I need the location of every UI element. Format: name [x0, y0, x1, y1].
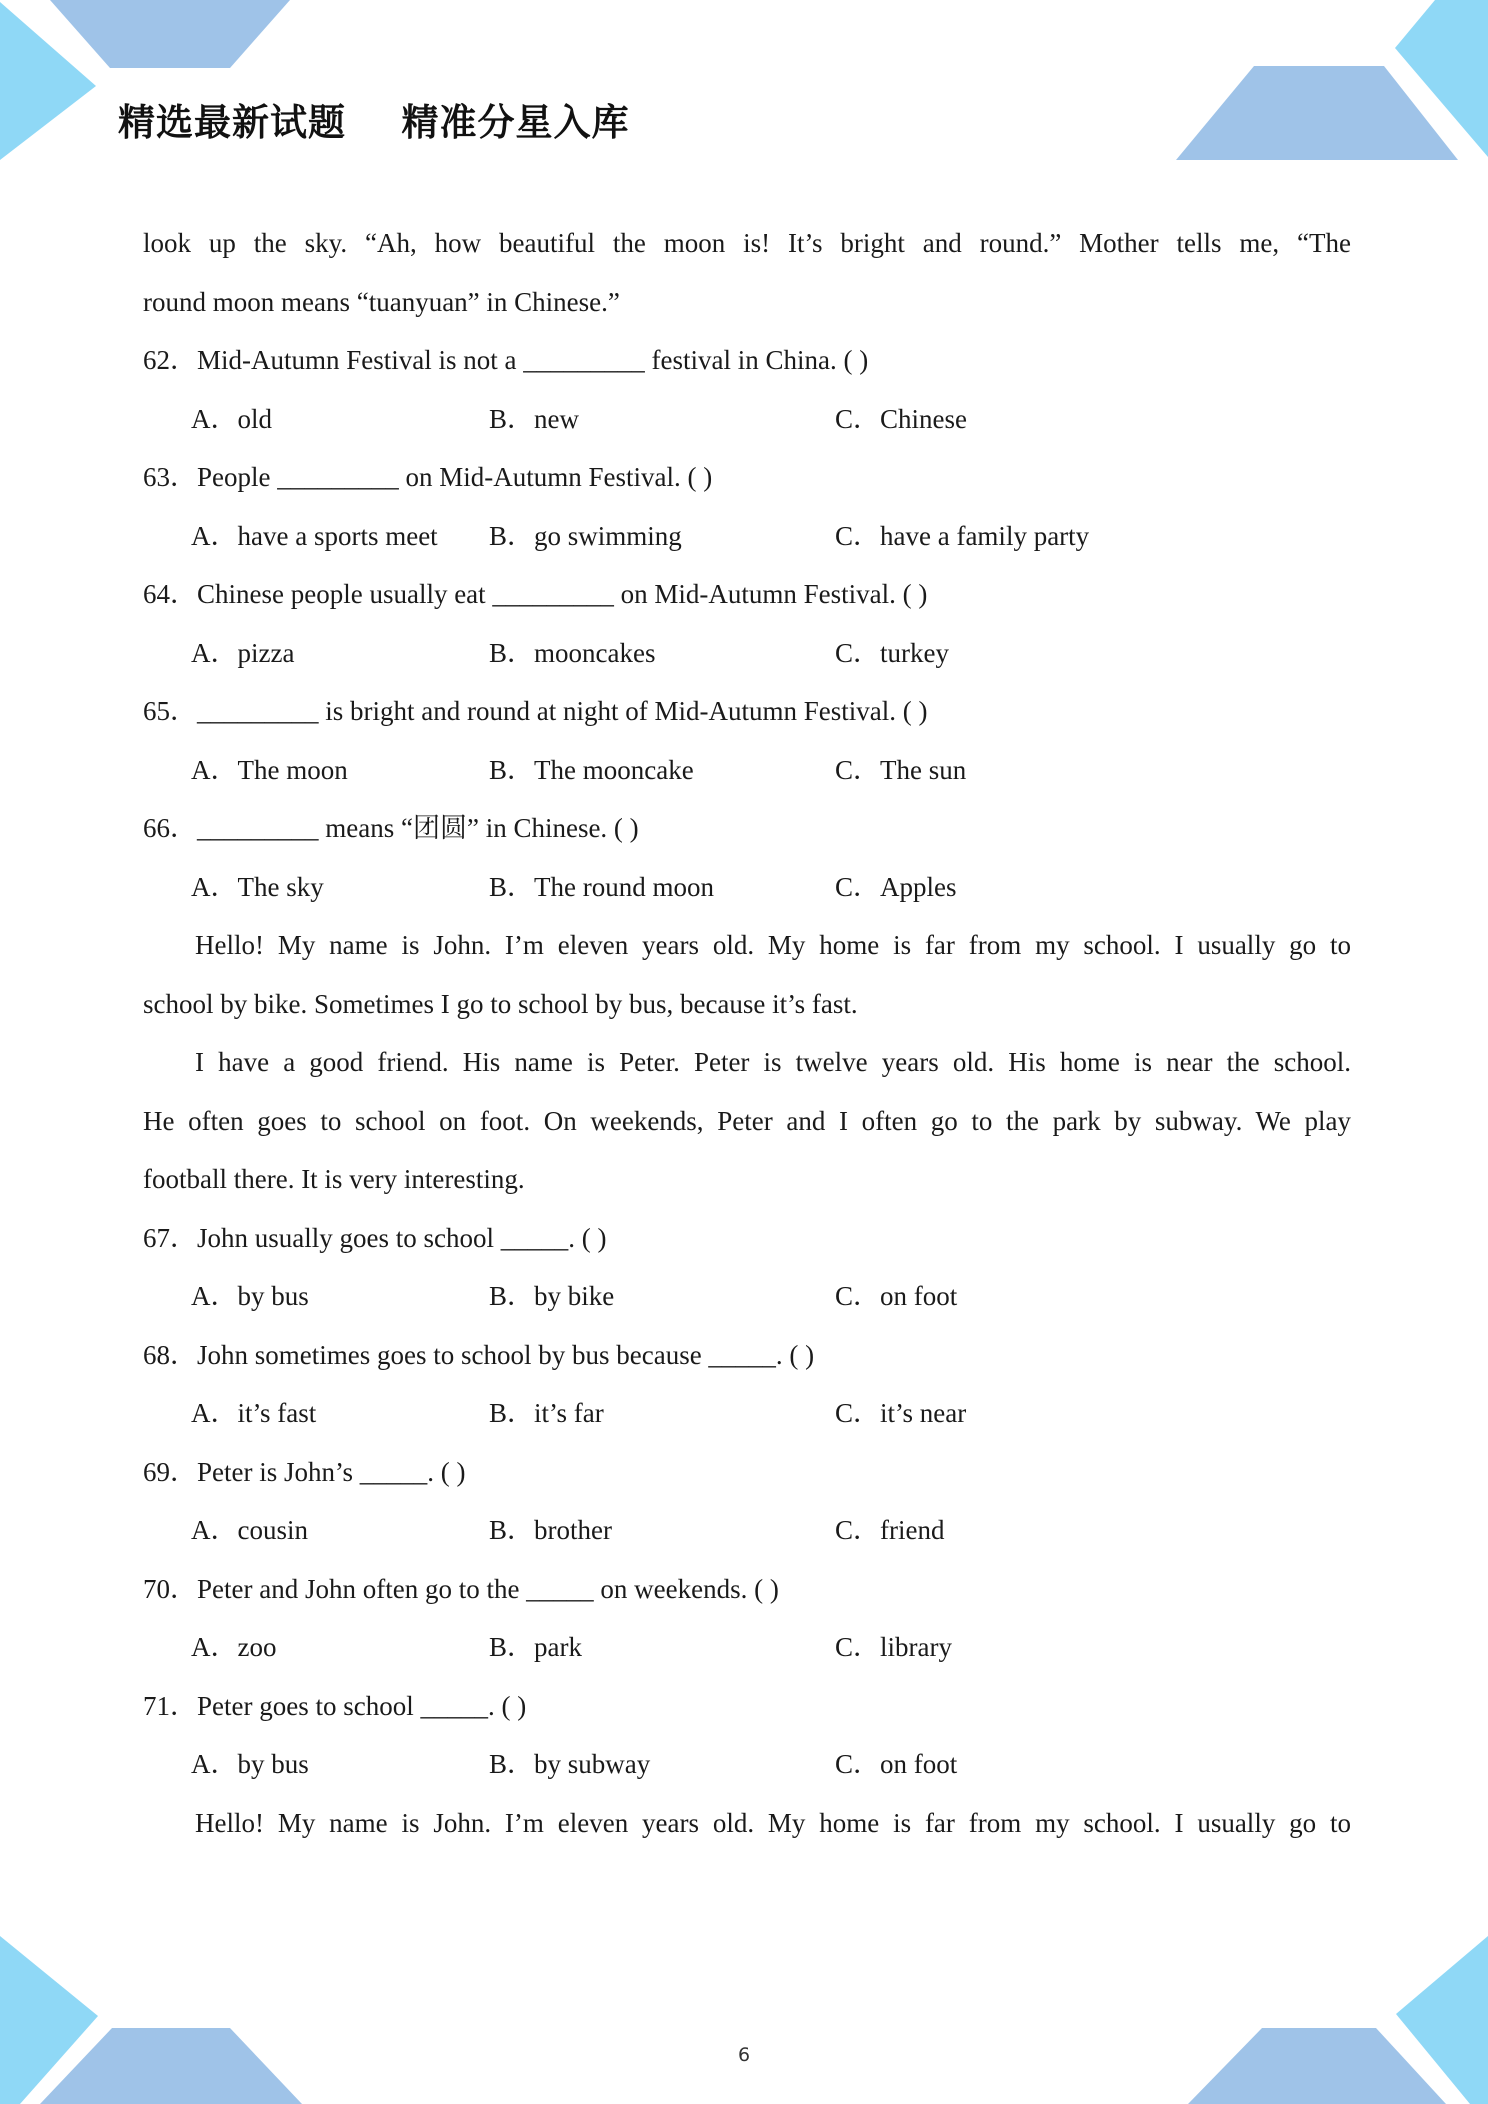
- option-c[interactable]: C．on foot: [835, 1281, 958, 1311]
- option-a[interactable]: A．it’s fast: [191, 1398, 317, 1428]
- option-a[interactable]: A．cousin: [191, 1515, 308, 1545]
- option-a[interactable]: A．pizza: [191, 637, 295, 668]
- option-a[interactable]: A．old: [191, 403, 272, 434]
- option-b[interactable]: B．new: [489, 403, 579, 434]
- answer-options: [143, 624, 1351, 683]
- question-stem: 66．_________ means “团圆” in Chinese. ( ): [143, 813, 639, 843]
- question-stem: 70．Peter and John often go to the _____ on weekends. ( ): [143, 1573, 779, 1604]
- option-b[interactable]: B．brother: [489, 1515, 612, 1545]
- answer-options: [143, 1501, 1351, 1560]
- option-b[interactable]: B．The round moon: [489, 871, 714, 902]
- answer-options: [143, 1267, 1351, 1326]
- option-c[interactable]: C．The sun: [835, 754, 967, 785]
- option-a[interactable]: A．by bus: [191, 1281, 309, 1311]
- bottom-right-trapezoid: [1188, 2028, 1446, 2104]
- option-c[interactable]: C．Apples: [835, 871, 957, 902]
- top-right-trapezoid: [1176, 66, 1458, 160]
- option-c[interactable]: C．Chinese: [835, 403, 967, 434]
- passage-line: school by bike. Sometimes I go to school by bus, because it’s fast.: [143, 988, 858, 1019]
- option-b[interactable]: B．mooncakes: [489, 637, 656, 668]
- question-stem: 67．John usually goes to school _____. ( ): [143, 1222, 607, 1253]
- question-stem: 65．_________ is bright and round at night of Mid-Autumn Festival. ( ): [143, 696, 928, 726]
- option-c[interactable]: C．friend: [835, 1515, 945, 1545]
- question-stem: 71．Peter goes to school _____. ( ): [143, 1690, 527, 1721]
- answer-options: [143, 1735, 1351, 1794]
- bottom-left-trapezoid: [40, 2028, 302, 2104]
- answer-options: [143, 1384, 1351, 1443]
- page-number: 6: [737, 2044, 751, 2066]
- option-b[interactable]: B．go swimming: [489, 520, 682, 551]
- question-stem: 63．People _________ on Mid-Autumn Festival. ( ): [143, 462, 713, 492]
- answer-options: [143, 390, 1351, 449]
- option-a[interactable]: A．zoo: [191, 1632, 277, 1662]
- option-b[interactable]: B．The mooncake: [489, 754, 694, 785]
- question-stem: 62．Mid-Autumn Festival is not a _________ festival in China. ( ): [143, 345, 869, 375]
- passage-line: He often goes to school on foot. On weekends, Peter and I often go to the park by subway. We play: [143, 1105, 1351, 1136]
- option-c[interactable]: C．have a family party: [835, 520, 1090, 551]
- answer-options: [143, 1618, 1351, 1677]
- option-b[interactable]: B．park: [489, 1632, 582, 1662]
- answer-options: [143, 507, 1351, 566]
- passage-line: football there. It is very interesting.: [143, 1164, 525, 1194]
- top-right-triangle: [1395, 0, 1488, 157]
- passage-line: Hello! My name is John. I’m eleven years old. My home is far from my school. I usually go to: [195, 930, 1351, 960]
- top-left-triangle: [0, 2, 96, 160]
- question-stem: 69．Peter is John’s _____. ( ): [143, 1456, 466, 1487]
- answer-options: [143, 741, 1351, 800]
- option-b[interactable]: B．it’s far: [489, 1398, 604, 1428]
- option-c[interactable]: C．library: [835, 1632, 952, 1662]
- question-stem: 64．Chinese people usually eat _________ on Mid-Autumn Festival. ( ): [143, 579, 928, 609]
- bottom-right-triangle: [1396, 1936, 1488, 2104]
- page-header-title: 精选最新试题 精准分星入库: [118, 101, 630, 144]
- option-c[interactable]: C．turkey: [835, 637, 949, 668]
- question-stem: 68．John sometimes goes to school by bus because _____. ( ): [143, 1339, 815, 1370]
- option-c[interactable]: C．it’s near: [835, 1398, 967, 1428]
- option-a[interactable]: A．by bus: [191, 1749, 309, 1779]
- passage-line: I have a good friend. His name is Peter. Peter is twelve years old. His home is near the school.: [195, 1047, 1351, 1077]
- option-b[interactable]: B．by bike: [489, 1281, 615, 1311]
- option-a[interactable]: A．The moon: [191, 754, 348, 785]
- answer-options: [143, 858, 1351, 917]
- option-b[interactable]: B．by subway: [489, 1749, 651, 1779]
- option-a[interactable]: A．The sky: [191, 871, 324, 902]
- option-c[interactable]: C．on foot: [835, 1749, 958, 1779]
- passage-line: Hello! My name is John. I’m eleven years old. My home is far from my school. I usually go to: [195, 1807, 1351, 1838]
- top-left-trapezoid: [50, 0, 290, 68]
- worksheet-content: [143, 214, 1351, 1852]
- bottom-left-triangle: [0, 1936, 98, 2104]
- passage-line: look up the sky. “Ah, how beautiful the moon is! It’s bright and round.” Mother tells me, “The: [143, 228, 1351, 258]
- passage-line: round moon means “tuanyuan” in Chinese.”: [143, 286, 620, 317]
- option-a[interactable]: A．have a sports meet: [191, 520, 438, 551]
